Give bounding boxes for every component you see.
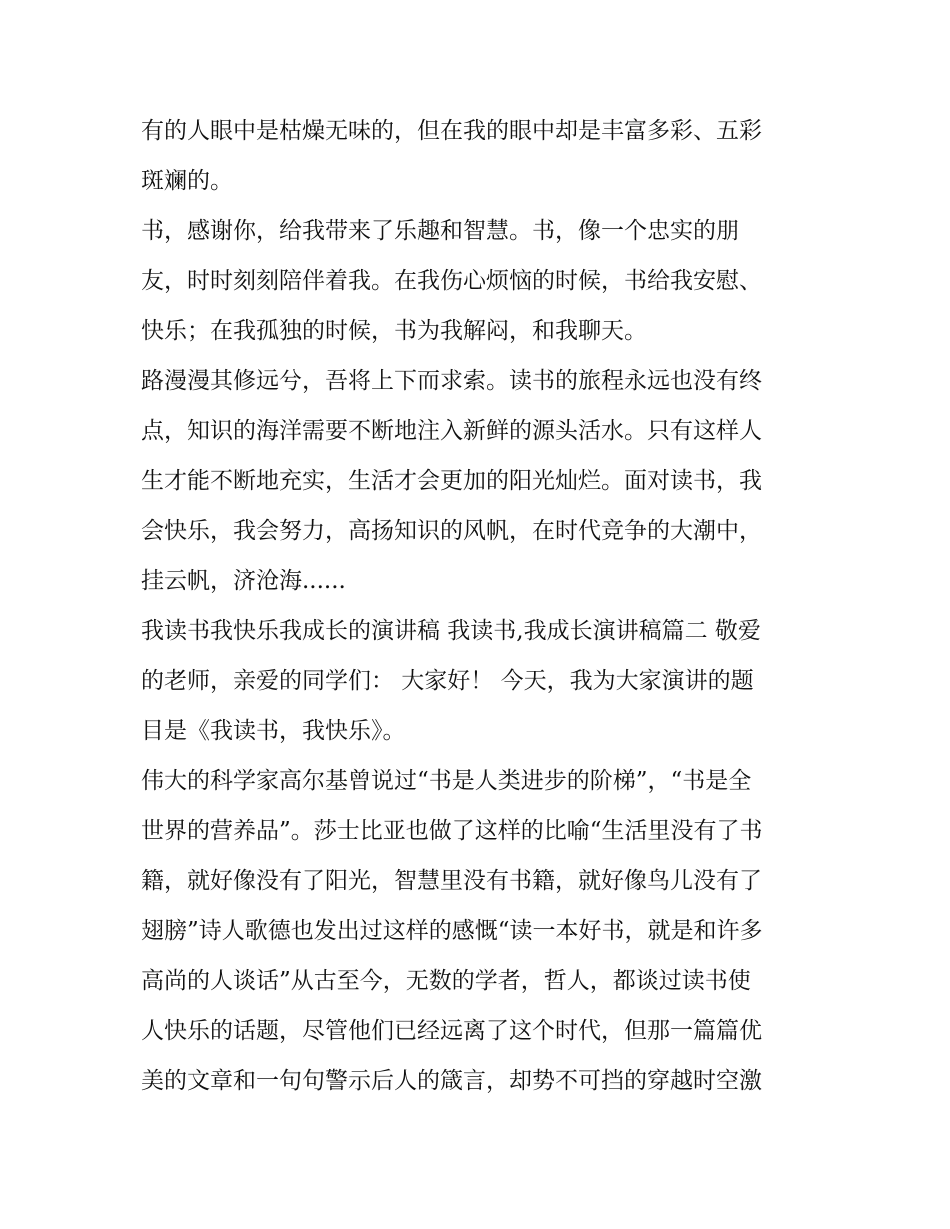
text-line: 籍，就好像没有了阳光，智慧里没有书籍，就好像鸟儿没有了 bbox=[141, 868, 762, 894]
text-line: 翅膀”诗人歌德也发出过这样的感慨“读一本好书，就是和许多 bbox=[141, 918, 763, 944]
text-line: 人快乐的话题，尽管他们已经远离了这个时代，但那一篇篇优 bbox=[141, 1018, 762, 1044]
text-line: 的老师，亲爱的同学们： 大家好！ 今天，我为大家演讲的题 bbox=[141, 668, 754, 694]
text-line: 挂云帆，济沧海...... bbox=[141, 568, 346, 594]
text-line: 我读书我快乐我成长的演讲稿 我读书,我成长演讲稿篇二 敬爱 bbox=[141, 618, 761, 644]
text-line: 世界的营养品”。莎士比亚也做了这样的比喻“生活里没有了书 bbox=[141, 818, 763, 844]
text-line: 生才能不断地充实，生活才会更加的阳光灿烂。面对读书，我 bbox=[141, 468, 762, 494]
text-line: 点，知识的海洋需要不断地注入新鲜的源头活水。只有这样人 bbox=[141, 418, 762, 444]
text-line: 伟大的科学家高尔基曾说过“书是人类进步的阶梯”，“书是全 bbox=[141, 768, 752, 794]
text-line: 书，感谢你，给我带来了乐趣和智慧。书，像一个忠实的朋 bbox=[141, 218, 739, 244]
text-line: 高尚的人谈话”从古至今，无数的学者，哲人，都谈过读书使 bbox=[141, 968, 751, 994]
text-line: 目是《我读书，我快乐》。 bbox=[141, 718, 406, 744]
text-line: 斑斓的。 bbox=[141, 168, 233, 194]
text-line: 美的文章和一句句警示后人的箴言，却势不可挡的穿越时空激 bbox=[141, 1068, 762, 1094]
text-line: 路漫漫其修远兮，吾将上下而求索。读书的旅程永远也没有终 bbox=[141, 368, 762, 394]
text-line: 快乐；在我孤独的时候，书为我解闷，和我聊天。 bbox=[141, 318, 647, 344]
text-line: 有的人眼中是枯燥无味的，但在我的眼中却是丰富多彩、五彩 bbox=[141, 118, 762, 144]
text-line: 会快乐，我会努力，高扬知识的风帆，在时代竞争的大潮中， bbox=[141, 518, 762, 544]
text-line: 友，时时刻刻陪伴着我。在我伤心烦恼的时候，书给我安慰、 bbox=[141, 268, 762, 294]
body-text bbox=[141, 106, 831, 1106]
